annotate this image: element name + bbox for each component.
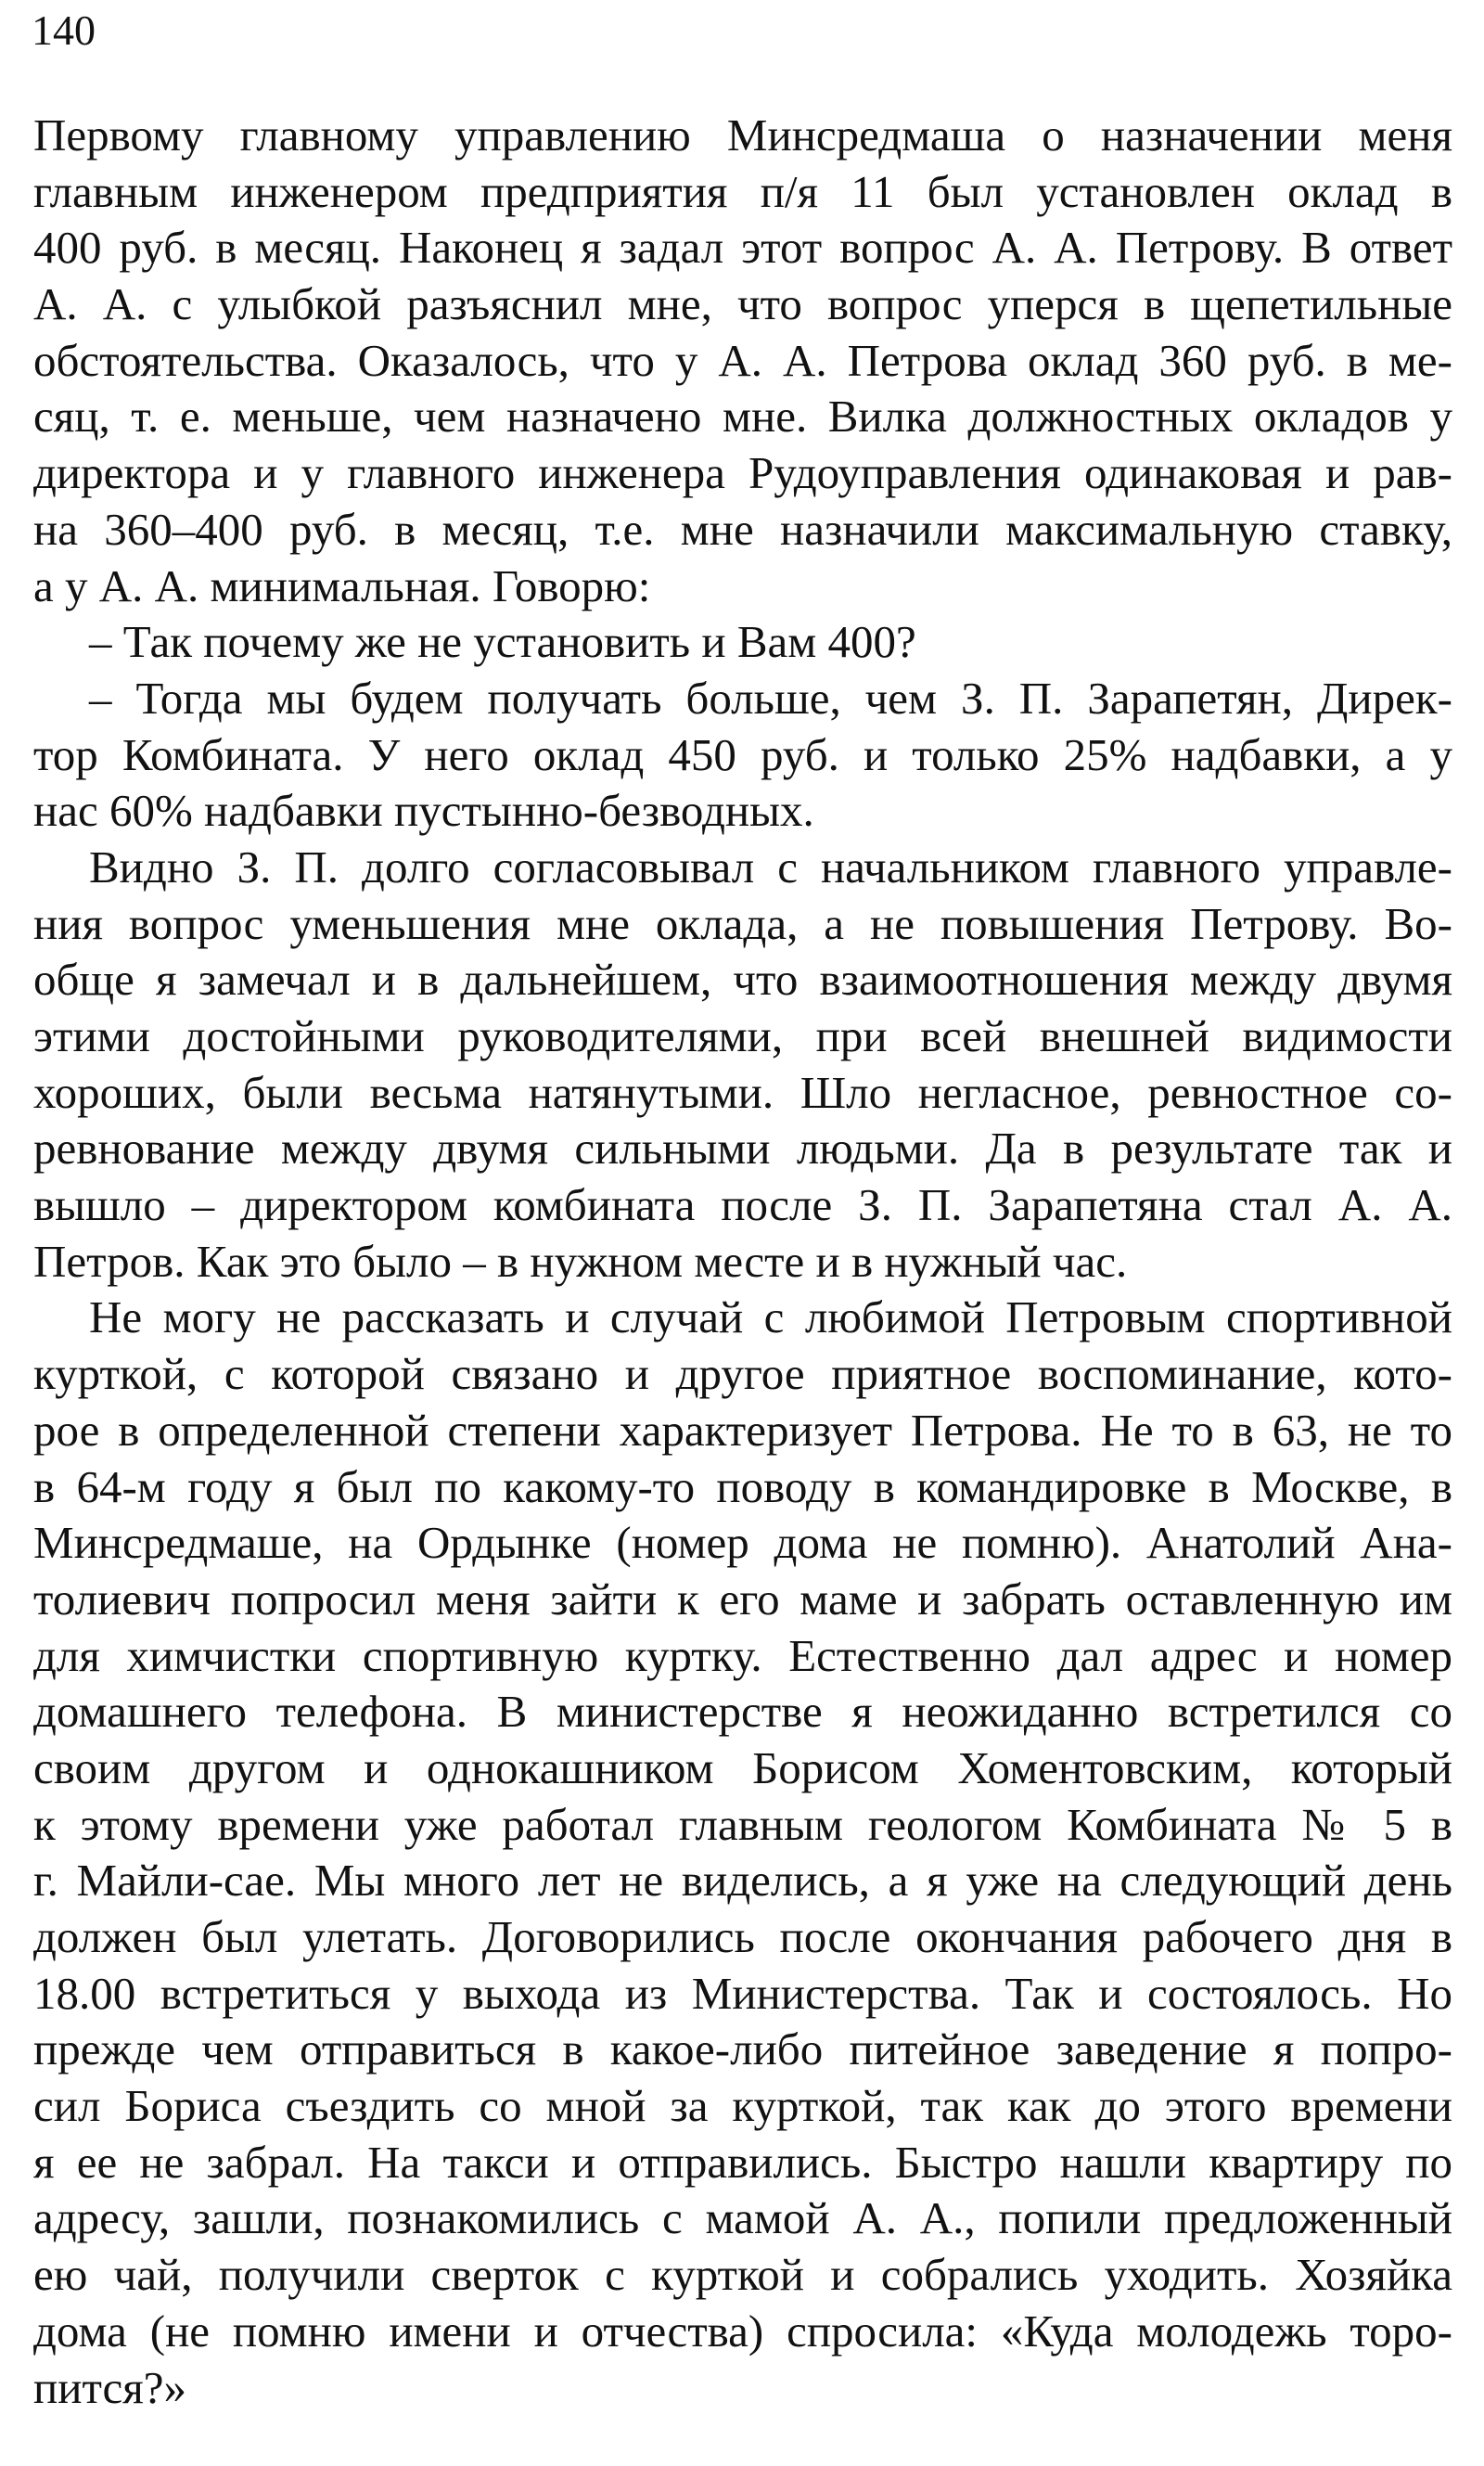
text-line: обстоятельства. Оказалось, что у А. А. Петрова оклад 360 руб. в ме- <box>33 334 1452 386</box>
text-line: прежде чем отправиться в какое-либо питейное заведение я попро- <box>33 2023 1452 2075</box>
page-text <box>33 108 1452 2416</box>
text-line: хороших, были весьма натянутыми. Шло негласное, ревностное со- <box>33 1066 1452 1118</box>
text-line: вышло – директором комбината после З. П. Зарапетяна стал А. А. <box>33 1179 1452 1231</box>
text-line: ревнование между двумя сильными людьми. Да в результате так и <box>33 1123 1452 1175</box>
text-line: сил Бориса съездить со мной за курткой, так как до этого времени <box>33 2080 1452 2132</box>
text-line: своим другом и однокашником Борисом Хоментовским, который <box>33 1741 1452 1793</box>
text-line: рое в определенной степени характеризует Петрова. Не то в 63, не то <box>33 1404 1452 1456</box>
text-line: на 360–400 руб. в месяц, т.е. мне назначили максимальную ставку, <box>33 503 1452 555</box>
text-line: должен был улетать. Договорились после окончания рабочего дня в <box>33 1911 1452 1962</box>
text-line: я ее не забрал. На такси и отправились. Быстро нашли квартиру по <box>33 2136 1452 2188</box>
text-line: в 64-м году я был по какому-то поводу в командировке в Москве, в <box>33 1460 1452 1512</box>
text-line: адресу, зашли, познакомились с мамой А. А., попили предложенный <box>33 2192 1452 2244</box>
text-line: директора и у главного инженера Рудоуправления одинаковая и рав- <box>33 447 1452 499</box>
text-line: этими достойными руководителями, при всей внешней видимости <box>33 1010 1452 1061</box>
text-line: а у А. А. минимальная. Говорю: <box>33 559 651 611</box>
text-line: Видно З. П. долго согласовывал с начальником главного управле- <box>89 841 1452 893</box>
text-line: для химчистки спортивную куртку. Естественно дал адрес и номер <box>33 1629 1452 1681</box>
text-line: 18.00 встретиться у выхода из Министерства. Так и состоялось. Но <box>33 1967 1452 2019</box>
text-line: Минсредмаше, на Ордынке (номер дома не помню). Анатолий Ана- <box>33 1517 1452 1569</box>
text-line: Первому главному управлению Минсредмаша о назначении меня <box>33 109 1452 161</box>
text-line: А. А. с улыбкой разъяснил мне, что вопрос уперся в щепетильные <box>33 278 1452 330</box>
text-line: г. Майли-сае. Мы много лет не виделись, а я уже на следующий день <box>33 1855 1452 1907</box>
text-line: к этому времени уже работал главным геологом Комбината № 5 в <box>33 1798 1452 1850</box>
text-line: главным инженером предприятия п/я 11 был установлен оклад в <box>33 165 1452 217</box>
text-line: 400 руб. в месяц. Наконец я задал этот вопрос А. А. Петрову. В ответ <box>33 222 1452 274</box>
text-line: сяц, т. е. меньше, чем назначено мне. Вилка должностных окладов у <box>33 391 1452 443</box>
text-line: домашнего телефона. В министерстве я неожиданно встретился со <box>33 1686 1452 1738</box>
text-line: ния вопрос уменьшения мне оклада, а не повышения Петрову. Во- <box>33 897 1452 949</box>
text-line: Петров. Как это было – в нужном месте и в нужный час. <box>33 1235 1128 1287</box>
text-line: Не могу не рассказать и случай с любимой Петровым спортивной <box>89 1291 1452 1343</box>
text-line: – Так почему же не установить и Вам 400? <box>89 616 916 668</box>
text-line: пится?» <box>33 2361 186 2413</box>
text-line: нас 60% надбавки пустынно-безводных. <box>33 785 814 837</box>
text-line: – Тогда мы будем получать больше, чем З. П. Зарапетян, Дирек- <box>89 672 1452 724</box>
text-line: тор Комбината. У него оклад 450 руб. и только 25% надбавки, а у <box>33 728 1452 780</box>
text-line: курткой, с которой связано и другое приятное воспоминание, кото- <box>33 1348 1452 1400</box>
text-line: дома (не помню имени и отчества) спросила: «Куда молодежь торо- <box>33 2305 1452 2357</box>
text-line: толиевич попросил меня зайти к его маме и забрать оставленную им <box>33 1573 1452 1625</box>
text-line: ею чай, получили сверток с курткой и собрались уходить. Хозяйка <box>33 2249 1452 2301</box>
text-line: обще я замечал и в дальнейшем, что взаимоотношения между двумя <box>33 954 1452 1006</box>
page-number: 140 <box>32 6 96 54</box>
